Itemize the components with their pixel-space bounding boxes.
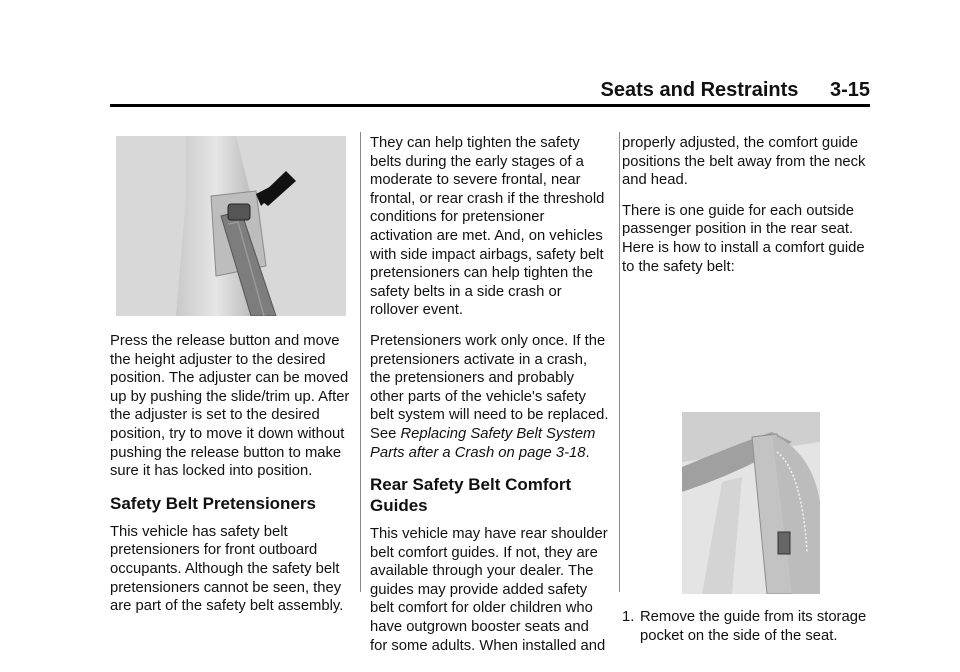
paragraph: They can help tighten the safety belts during the early stages of a moderate to severe frontal, near frontal, or rear crash if the threshold conditions for pretensioner activation are met. And, on vehicles with side impact airbags, safety belt pretensioners can help tighten the safety belts in a side crash or rollover event.	[370, 135, 605, 319]
page-header	[110, 78, 870, 102]
list-item	[622, 608, 870, 645]
paragraph: There is one guide for each outside passenger position in the rear seat. Here is how to install a comfort guide to the safety belt:	[622, 202, 865, 275]
height-adjuster-illustration	[116, 136, 346, 316]
comfort-guide-illustration	[682, 412, 820, 594]
heading-pretensioners: Safety Belt Pretensioners	[110, 493, 316, 513]
page-number: 3-15	[829, 79, 870, 101]
paragraph: This vehicle has safety belt pretensioners for front outboard occupants. Although the safety belt pretensioners cannot be seen, they are part of the safety belt assembly.	[110, 523, 344, 615]
heading-comfort-guides: Rear Safety Belt Comfort Guides	[370, 475, 572, 516]
column-divider-1	[360, 132, 361, 592]
header-rule	[110, 104, 870, 107]
paragraph: properly adjusted, the comfort guide positions the belt away from the neck and head.	[622, 135, 866, 189]
column-1	[110, 134, 350, 628]
column-2	[370, 134, 610, 667]
paragraph: This vehicle may have rear shoulder belt comfort guides. If not, they are available through your dealer. The guides may provide added safety belt comfort for older children who have outgrown booster seats and for some adults. When installed and	[370, 526, 608, 654]
step-number: 1.	[622, 609, 635, 626]
paragraph	[370, 332, 610, 462]
section-title: Seats and Restraints	[600, 79, 799, 101]
paragraph-text: Pretensioners work only once. If the pretensioners activate in a crash, the pretensioners and probably other parts of the vehicle's safety belt system will need to be replaced. See	[370, 332, 609, 442]
column-3	[622, 134, 870, 645]
step-text: Remove the guide from its storage pocket on the side of the seat.	[640, 609, 867, 644]
paragraph-end: .	[585, 444, 590, 461]
steps-list	[622, 608, 870, 645]
cross-reference-link[interactable]: Replacing Safety Belt System Parts after a Crash on page 3-18	[370, 425, 596, 461]
column-divider-2	[619, 132, 620, 592]
paragraph: Press the release button and move the height adjuster to the desired position. The adjuster can be moved up by pushing the slide/trim up. After the adjuster is set to the desired position, try to move it down without pushing the release button to make sure it has locked into position.	[110, 333, 350, 480]
